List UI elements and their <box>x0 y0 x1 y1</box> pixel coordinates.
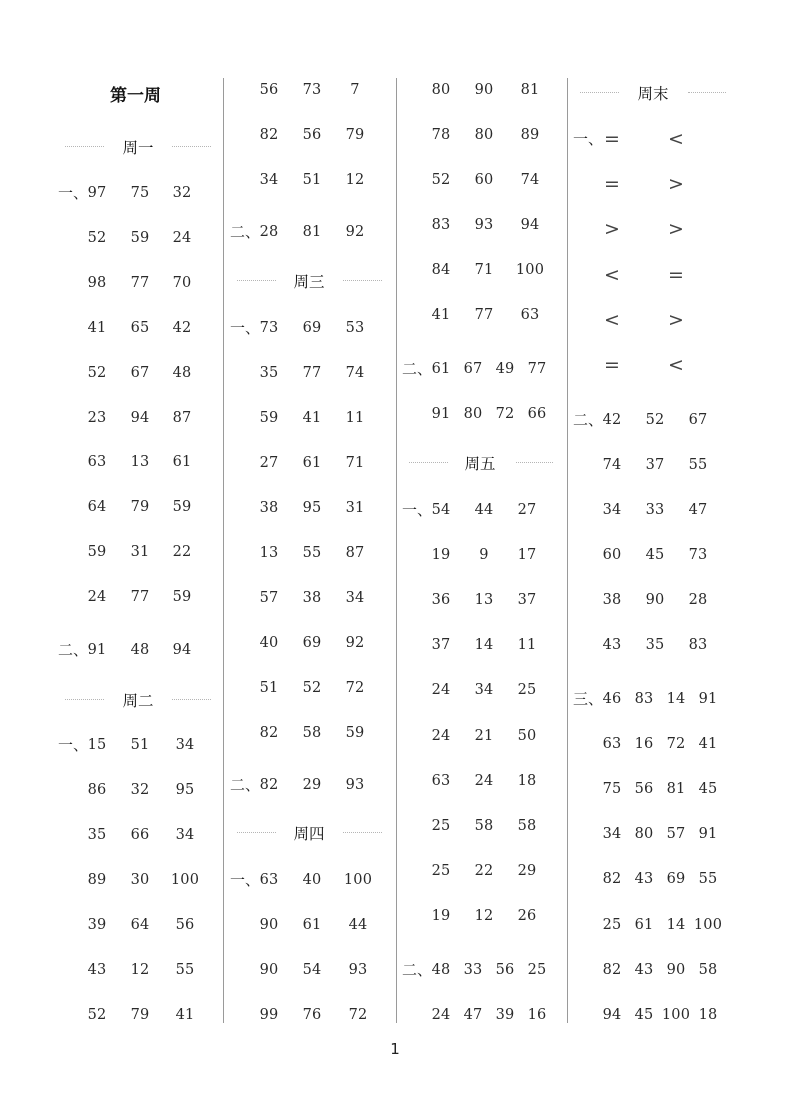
answer-number: 40 <box>302 872 322 888</box>
answer-number: 25 <box>517 682 537 699</box>
answer-number: 77 <box>130 589 150 606</box>
comparison-symbol: > <box>668 218 684 241</box>
dotted-rule <box>65 146 104 147</box>
answer-number: 39 <box>495 1007 515 1023</box>
answer-number: 58 <box>302 725 322 741</box>
answer-number: 82 <box>259 777 279 793</box>
answer-number: 80 <box>463 406 483 422</box>
comparison-symbol: < <box>668 354 684 376</box>
answer-number: 93 <box>348 962 368 978</box>
answer-number: 80 <box>474 127 494 143</box>
answer-number: 91 <box>698 691 718 707</box>
answer-number: 67 <box>463 361 483 377</box>
answer-number: 70 <box>172 274 192 291</box>
answer-number: 41 <box>87 319 107 336</box>
answer-number: 16 <box>527 1007 547 1023</box>
answer-number: 21 <box>474 727 494 744</box>
answer-number: 37 <box>517 592 537 609</box>
answer-number: 79 <box>345 127 365 143</box>
answer-number: 84 <box>431 262 451 278</box>
answer-number: 53 <box>345 320 365 336</box>
answer-number: 59 <box>172 499 192 516</box>
answer-number: 16 <box>634 736 654 753</box>
answer-number: 34 <box>602 502 622 518</box>
answer-number: 59 <box>172 589 192 606</box>
answer-number: 74 <box>602 457 622 473</box>
answer-number: 48 <box>172 364 192 381</box>
answer-number: 69 <box>666 871 686 888</box>
answer-number: 77 <box>130 274 150 291</box>
answer-number: 59 <box>259 410 279 426</box>
day-heading: 周三 <box>293 273 325 291</box>
answer-number: 61 <box>431 361 451 377</box>
answer-number: 94 <box>602 1006 622 1023</box>
dotted-rule <box>65 699 104 700</box>
answer-number: 24 <box>431 727 451 744</box>
answer-number: 27 <box>259 455 279 471</box>
answer-number: 59 <box>87 544 107 561</box>
answer-number: 51 <box>130 737 150 753</box>
answer-number: 46 <box>602 691 622 707</box>
answer-number: 52 <box>87 364 107 381</box>
answer-number: 74 <box>345 365 365 381</box>
answer-number: 55 <box>698 871 718 888</box>
answer-number: 77 <box>302 365 322 381</box>
answer-number: 81 <box>302 224 322 240</box>
answer-number: 54 <box>302 962 322 978</box>
dotted-rule <box>409 462 448 463</box>
answer-number: 29 <box>302 777 322 793</box>
answer-number: 11 <box>517 637 537 654</box>
dotted-rule <box>172 699 211 700</box>
answer-number: 61 <box>302 455 322 471</box>
dotted-rule <box>172 146 211 147</box>
answer-number: 48 <box>130 642 150 658</box>
comparison-symbol: < <box>604 263 620 286</box>
answer-number: 42 <box>602 412 622 428</box>
answer-number: 12 <box>130 962 150 978</box>
comparison-symbol: > <box>668 173 684 196</box>
answer-number: 28 <box>259 224 279 240</box>
problem-number: 一、 <box>230 871 261 889</box>
answer-number: 52 <box>87 229 107 246</box>
answer-number: 63 <box>259 872 279 888</box>
answer-number: 43 <box>634 871 654 888</box>
column-divider <box>567 78 568 1023</box>
problem-number: 二、 <box>402 961 433 979</box>
answer-number: 30 <box>130 872 150 888</box>
answer-number: 26 <box>517 907 537 924</box>
answer-number: 19 <box>431 547 451 564</box>
answer-number: 24 <box>172 229 192 246</box>
problem-number: 三、 <box>573 690 604 708</box>
column-divider <box>223 78 224 1023</box>
answer-number: 34 <box>474 682 494 699</box>
answer-number: 41 <box>175 1007 195 1023</box>
answer-number: 100 <box>343 872 373 888</box>
answer-number: 81 <box>520 82 540 98</box>
answer-number: 89 <box>87 872 107 888</box>
answer-number: 90 <box>259 962 279 978</box>
answer-number: 60 <box>474 172 494 188</box>
comparison-symbol: < <box>668 128 684 150</box>
answer-number: 82 <box>602 871 622 888</box>
answer-number: 9 <box>479 547 489 564</box>
answer-number: 36 <box>431 592 451 609</box>
column-divider <box>396 78 397 1023</box>
day-heading: 周四 <box>293 825 325 843</box>
answer-number: 90 <box>645 592 665 608</box>
problem-number: 二、 <box>230 776 261 794</box>
answer-number: 91 <box>431 406 451 422</box>
answer-number: 65 <box>130 319 150 336</box>
dotted-rule <box>343 832 382 833</box>
answer-number: 41 <box>698 736 718 753</box>
answer-number: 58 <box>474 817 494 834</box>
answer-number: 63 <box>602 736 622 753</box>
answer-number: 34 <box>259 172 279 188</box>
answer-number: 45 <box>634 1006 654 1023</box>
answer-number: 67 <box>130 364 150 381</box>
dotted-rule <box>580 92 619 93</box>
answer-number: 55 <box>688 457 708 473</box>
page-number: 1 <box>390 1040 400 1058</box>
answer-number: 76 <box>302 1007 322 1023</box>
answer-number: 56 <box>302 127 322 143</box>
answer-number: 24 <box>474 772 494 789</box>
answer-number: 82 <box>259 725 279 741</box>
answer-number: 59 <box>130 229 150 246</box>
answer-number: 25 <box>431 862 451 879</box>
answer-number: 99 <box>259 1007 279 1023</box>
answer-number: 38 <box>259 500 279 516</box>
answer-number: 59 <box>345 725 365 741</box>
answer-number: 75 <box>130 185 150 201</box>
comparison-symbol: = <box>604 173 620 196</box>
answer-number: 19 <box>431 907 451 924</box>
answer-number: 52 <box>645 412 665 428</box>
answer-number: 14 <box>666 916 686 933</box>
answer-number: 90 <box>474 82 494 98</box>
answer-number: 58 <box>517 817 537 834</box>
answer-number: 79 <box>130 499 150 516</box>
answer-number: 12 <box>474 907 494 924</box>
answer-number: 73 <box>259 320 279 336</box>
answer-number: 22 <box>172 544 192 561</box>
day-heading: 周末 <box>637 85 669 103</box>
answer-number: 100 <box>693 916 723 933</box>
answer-number: 97 <box>87 185 107 201</box>
day-heading: 周二 <box>122 692 154 710</box>
answer-number: 34 <box>175 737 195 753</box>
answer-number: 57 <box>666 826 686 843</box>
answer-number: 80 <box>431 82 451 98</box>
answer-number: 60 <box>602 547 622 563</box>
answer-number: 24 <box>87 589 107 606</box>
answer-number: 56 <box>634 781 654 798</box>
answer-number: 94 <box>520 217 540 233</box>
answer-number: 29 <box>517 862 537 879</box>
week-title: 第一周 <box>110 86 161 106</box>
answer-number: 27 <box>517 502 537 518</box>
answer-number: 93 <box>345 777 365 793</box>
answer-number: 80 <box>634 826 654 843</box>
dotted-rule <box>343 280 382 281</box>
answer-number: 23 <box>87 409 107 426</box>
dotted-rule <box>237 280 276 281</box>
answer-number: 73 <box>302 82 322 98</box>
answer-number: 24 <box>431 682 451 699</box>
answer-number: 40 <box>259 635 279 651</box>
dotted-rule <box>688 92 726 93</box>
problem-number: 一、 <box>402 501 433 519</box>
answer-number: 86 <box>87 782 107 798</box>
answer-number: 39 <box>87 917 107 933</box>
answer-number: 12 <box>345 172 365 188</box>
answer-number: 94 <box>172 642 192 658</box>
answer-number: 66 <box>527 406 547 422</box>
answer-number: 37 <box>431 637 451 654</box>
answer-number: 92 <box>345 224 365 240</box>
answer-number: 63 <box>520 307 540 323</box>
answer-number: 44 <box>348 917 368 933</box>
answer-number: 83 <box>688 637 708 653</box>
answer-number: 13 <box>259 545 279 561</box>
answer-number: 47 <box>688 502 708 518</box>
answer-number: 77 <box>474 307 494 323</box>
answer-number: 52 <box>431 172 451 188</box>
answer-number: 72 <box>345 680 365 696</box>
answer-number: 33 <box>463 962 483 978</box>
answer-number: 18 <box>517 772 537 789</box>
comparison-symbol: > <box>604 218 620 241</box>
answer-number: 41 <box>302 410 322 426</box>
answer-number: 22 <box>474 862 494 879</box>
answer-number: 67 <box>688 412 708 428</box>
answer-number: 95 <box>302 500 322 516</box>
answer-number: 87 <box>172 409 192 426</box>
answer-number: 38 <box>302 590 322 606</box>
problem-number: 二、 <box>402 360 433 378</box>
answer-number: 61 <box>302 917 322 933</box>
answer-number: 58 <box>698 961 718 978</box>
answer-number: 83 <box>634 691 654 707</box>
answer-number: 35 <box>259 365 279 381</box>
answer-number: 41 <box>431 307 451 323</box>
answer-number: 50 <box>517 727 537 744</box>
answer-number: 74 <box>520 172 540 188</box>
answer-number: 32 <box>130 782 150 798</box>
answer-number: 34 <box>175 827 195 843</box>
answer-number: 75 <box>602 781 622 798</box>
answer-number: 72 <box>666 736 686 753</box>
answer-number: 47 <box>463 1007 483 1023</box>
day-heading: 周五 <box>464 455 496 473</box>
answer-number: 24 <box>431 1007 451 1023</box>
answer-number: 82 <box>602 961 622 978</box>
answer-number: 72 <box>348 1007 368 1023</box>
answer-number: 72 <box>495 406 515 422</box>
answer-number: 43 <box>602 637 622 653</box>
answer-number: 52 <box>87 1007 107 1023</box>
answer-number: 13 <box>130 454 150 471</box>
comparison-symbol: = <box>668 263 684 286</box>
answer-number: 55 <box>302 545 322 561</box>
answer-number: 90 <box>259 917 279 933</box>
problem-number: 一、 <box>58 184 89 202</box>
problem-number: 一、 <box>230 319 261 337</box>
answer-number: 7 <box>350 82 360 98</box>
answer-number: 94 <box>130 409 150 426</box>
answer-number: 69 <box>302 635 322 651</box>
answer-number: 77 <box>527 361 547 377</box>
answer-number: 92 <box>345 635 365 651</box>
answer-number: 93 <box>474 217 494 233</box>
answer-number: 71 <box>345 455 365 471</box>
answer-number: 63 <box>87 454 107 471</box>
answer-number: 82 <box>259 127 279 143</box>
problem-number: 一、 <box>573 130 604 148</box>
answer-number: 48 <box>431 962 451 978</box>
answer-number: 95 <box>175 782 195 798</box>
dotted-rule <box>516 462 553 463</box>
answer-number: 56 <box>175 917 195 933</box>
answer-number: 34 <box>602 826 622 843</box>
answer-number: 78 <box>431 127 451 143</box>
answer-number: 56 <box>495 962 515 978</box>
answer-number: 63 <box>431 772 451 789</box>
answer-number: 61 <box>634 916 654 933</box>
answer-number: 25 <box>431 817 451 834</box>
answer-number: 17 <box>517 547 537 564</box>
answer-number: 31 <box>345 500 365 516</box>
answer-number: 66 <box>130 827 150 843</box>
answer-number: 71 <box>474 262 494 278</box>
answer-number: 100 <box>170 872 200 888</box>
answer-number: 83 <box>431 217 451 233</box>
answer-number: 32 <box>172 185 192 201</box>
answer-number: 34 <box>345 590 365 606</box>
answer-number: 35 <box>645 637 665 653</box>
answer-number: 52 <box>302 680 322 696</box>
answer-number: 37 <box>645 457 665 473</box>
answer-number: 15 <box>87 737 107 753</box>
problem-number: 二、 <box>230 223 261 241</box>
answer-number: 43 <box>87 962 107 978</box>
answer-number: 28 <box>688 592 708 608</box>
answer-number: 100 <box>661 1006 691 1023</box>
answer-number: 49 <box>495 361 515 377</box>
answer-number: 13 <box>474 592 494 609</box>
answer-number: 87 <box>345 545 365 561</box>
answer-number: 44 <box>474 502 494 518</box>
answer-number: 14 <box>666 691 686 707</box>
answer-number: 57 <box>259 590 279 606</box>
comparison-symbol: < <box>604 308 620 331</box>
comparison-symbol: = <box>604 354 620 376</box>
dotted-rule <box>237 832 276 833</box>
answer-number: 73 <box>688 547 708 563</box>
answer-number: 45 <box>645 547 665 563</box>
answer-number: 45 <box>698 781 718 798</box>
answer-number: 90 <box>666 961 686 978</box>
answer-number: 91 <box>87 642 107 658</box>
answer-number: 42 <box>172 319 192 336</box>
answer-number: 33 <box>645 502 665 518</box>
answer-number: 38 <box>602 592 622 608</box>
answer-number: 56 <box>259 82 279 98</box>
answer-number: 51 <box>302 172 322 188</box>
answer-number: 11 <box>345 410 365 426</box>
answer-number: 69 <box>302 320 322 336</box>
answer-number: 25 <box>527 962 547 978</box>
answer-number: 43 <box>634 961 654 978</box>
problem-number: 一、 <box>58 736 89 754</box>
comparison-symbol: = <box>604 128 620 150</box>
answer-number: 89 <box>520 127 540 143</box>
day-heading: 周一 <box>122 139 154 157</box>
answer-number: 25 <box>602 916 622 933</box>
answer-number: 100 <box>515 262 545 278</box>
answer-number: 61 <box>172 454 192 471</box>
answer-number: 98 <box>87 274 107 291</box>
answer-number: 64 <box>87 499 107 516</box>
answer-number: 51 <box>259 680 279 696</box>
answer-number: 54 <box>431 502 451 518</box>
problem-number: 二、 <box>573 411 604 429</box>
answer-number: 81 <box>666 781 686 798</box>
comparison-symbol: > <box>668 308 684 331</box>
answer-number: 31 <box>130 544 150 561</box>
answer-number: 79 <box>130 1007 150 1023</box>
answer-number: 35 <box>87 827 107 843</box>
answer-number: 91 <box>698 826 718 843</box>
answer-number: 18 <box>698 1006 718 1023</box>
problem-number: 二、 <box>58 641 89 659</box>
answer-number: 64 <box>130 917 150 933</box>
answer-number: 55 <box>175 962 195 978</box>
answer-number: 14 <box>474 637 494 654</box>
